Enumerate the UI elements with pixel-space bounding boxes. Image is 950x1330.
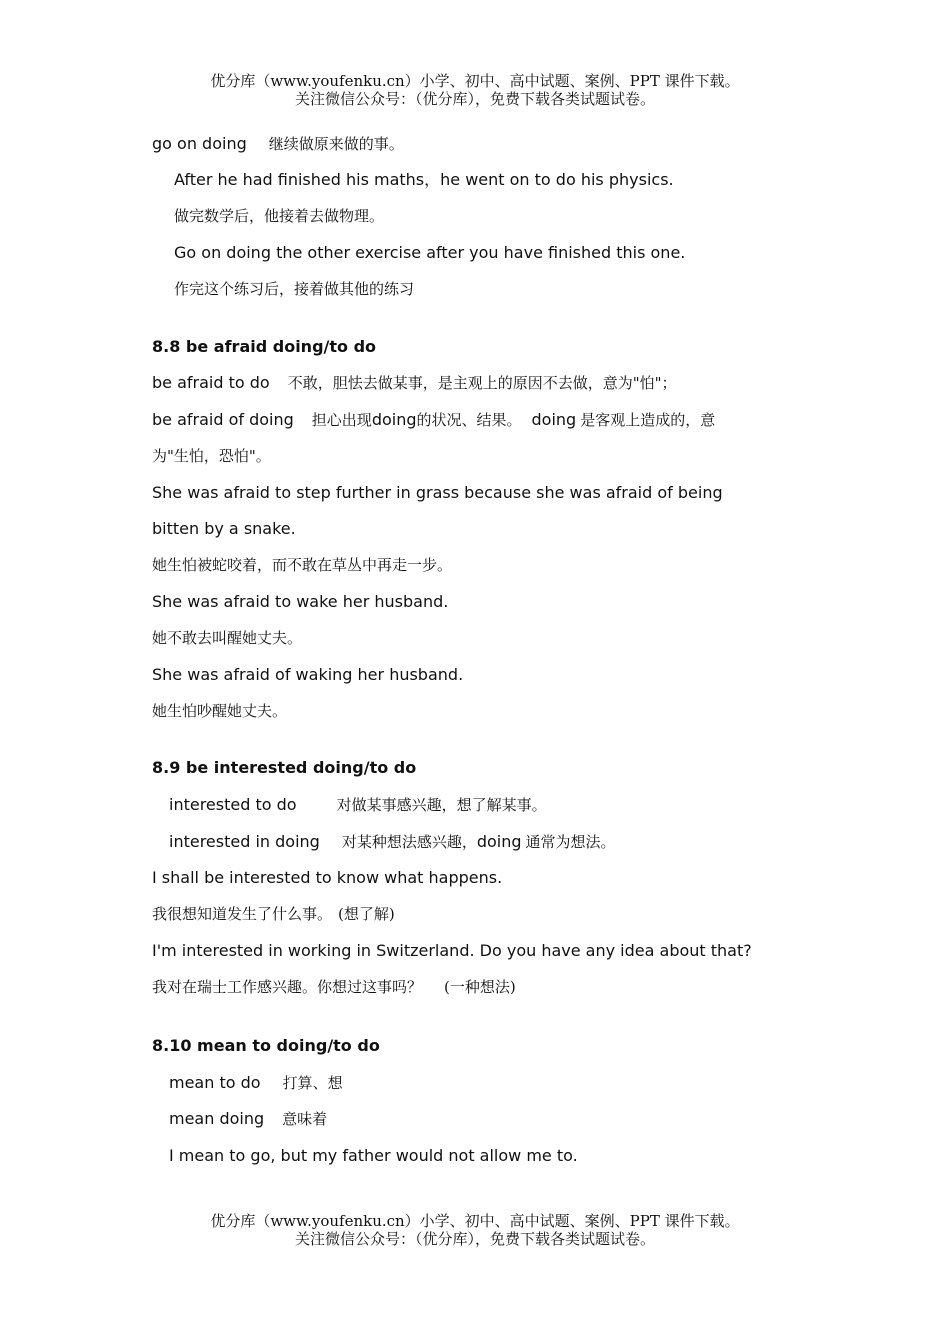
afraid-definition-2: be afraid of doing 担心出现doing的状况、结果。 doing 是客观上造成的，意 — [152, 410, 716, 429]
go-on-example-2-cn: 作完这个练习后，接着做其他的练习 — [174, 280, 415, 298]
afraid-example-1-en-a: She was afraid to step further in grass because she was afraid of being — [152, 483, 723, 502]
header-line-2: 关注微信公众号：（优分库），免费下载各类试题试卷。 — [294, 90, 655, 108]
term: be afraid of doing — [152, 410, 294, 429]
mean-example-1-en: I mean to go, but my father would not allow me to. — [169, 1146, 578, 1165]
afraid-example-1-cn: 她生怕被蛇咬着，而不敢在草丛中再走一步。 — [152, 556, 453, 574]
interested-definition-1 — [169, 795, 547, 816]
interested-example-2-en: I'm interested in working in Switzerland. Do you have any idea about that? — [152, 941, 752, 960]
term: go on doing — [152, 134, 247, 153]
section-heading-8-9: 8.9 be interested doing/to do — [152, 758, 417, 777]
go-on-definition — [152, 134, 404, 155]
afraid-example-3-en: She was afraid of waking her husband. — [152, 665, 464, 684]
header-line-1: 优分库（www.youfenku.cn）小学、初中、高中试题、案例、PPT 课件下载。 — [210, 72, 740, 90]
afraid-example-2-cn: 她不敢去叫醒她丈夫。 — [152, 629, 303, 647]
footer-line-1: 优分库（www.youfenku.cn）小学、初中、高中试题、案例、PPT 课件下载。 — [210, 1212, 740, 1230]
term: mean doing — [169, 1109, 265, 1128]
afraid-example-1-en-b: bitten by a snake. — [152, 519, 296, 538]
afraid-definition-1 — [152, 373, 677, 394]
term: interested to do — [169, 795, 297, 814]
interested-definition-2: interested in doing 对某种想法感兴趣，doing 通常为想法。 — [169, 832, 616, 851]
mean-definition-1 — [169, 1073, 343, 1094]
interested-example-1-en: I shall be interested to know what happens. — [152, 868, 503, 887]
section-heading-8-10: 8.10 mean to doing/to do — [152, 1036, 380, 1055]
afraid-definition-2-cont: 为"生怕，恐怕"。 — [152, 447, 271, 465]
meaning: 不敢，胆怯去做某事，是主观上的原因不去做，意为"怕"； — [287, 374, 677, 392]
interested-example-1-cn: 我很想知道发生了什么事。 (想了解) — [152, 905, 395, 923]
term: interested in doing — [169, 832, 320, 851]
meaning: 继续做原来做的事。 — [268, 135, 404, 153]
section-heading-8-8: 8.8 be afraid doing/to do — [152, 337, 377, 356]
afraid-example-3-cn: 她生怕吵醒她丈夫。 — [152, 702, 288, 720]
meaning: 意味着 — [282, 1110, 328, 1128]
page-footer — [0, 1212, 950, 1248]
meaning: 打算、想 — [282, 1074, 343, 1092]
go-on-example-1-en: After he had finished his maths，he went on to do his physics. — [174, 170, 674, 189]
go-on-example-2-en: Go on doing the other exercise after you have finished this one. — [174, 243, 686, 262]
go-on-example-1-cn: 做完数学后，他接着去做物理。 — [174, 207, 385, 225]
interested-example-2-cn: 我对在瑞士工作感兴趣。你想过这事吗？ (一种想法) — [152, 978, 516, 996]
mean-definition-2 — [169, 1109, 327, 1130]
page-header — [0, 72, 950, 108]
term: mean to do — [169, 1073, 261, 1092]
term: be afraid to do — [152, 373, 270, 392]
footer-line-2: 关注微信公众号：（优分库），免费下载各类试题试卷。 — [294, 1230, 655, 1248]
afraid-example-2-en: She was afraid to wake her husband. — [152, 592, 449, 611]
meaning: 对做某事感兴趣，想了解某事。 — [336, 796, 547, 814]
